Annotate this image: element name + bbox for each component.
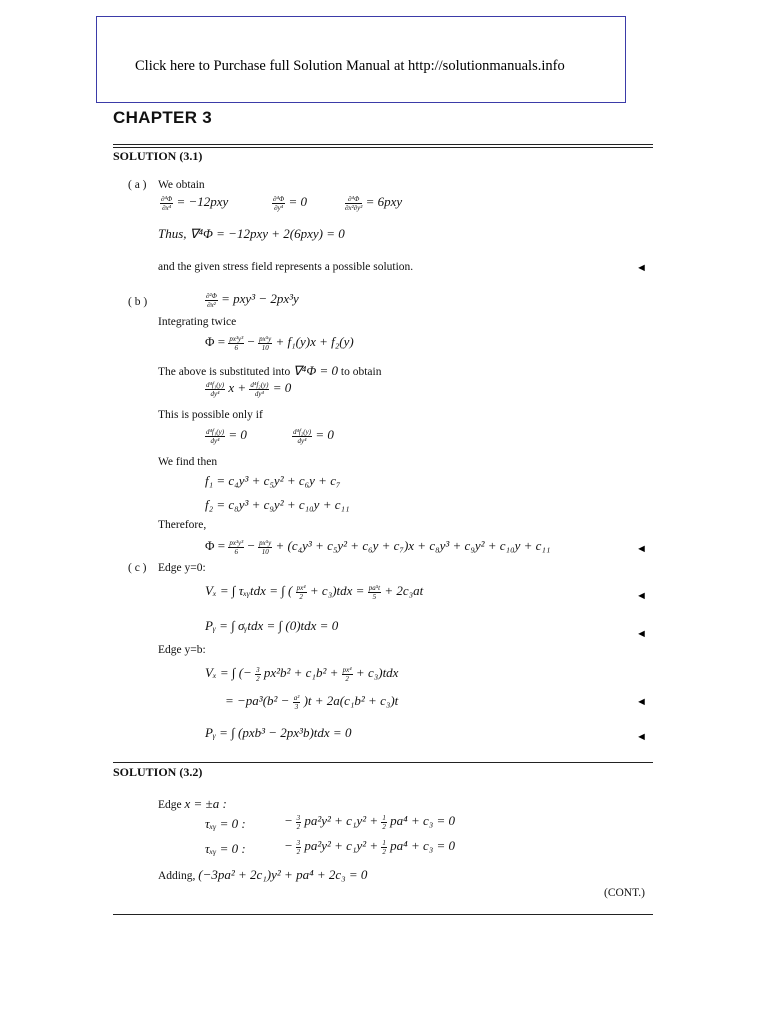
edge-text: Edge x = ±a : xyxy=(158,796,227,811)
equation-edge-1: − $\frac{3}{2}$ pa²y² + c₁y² + $\frac{1}{2}$ pa⁴ + c₃ = 0 xyxy=(285,813,456,831)
equation-b-sum: $\frac{\text{d⁴f₁(y)}}{\text{dy⁴}}$ x + $\frac{\text{d⁴f₂(y)}}{\text{dy⁴}}$ = 0 xyxy=(206,380,292,398)
equation-f1: f₁ = c₄y³ + c₅y² + c₆y + c₇ xyxy=(205,473,341,488)
equation-thus: Thus, ∇⁴Φ = −12pxy + 2(6pxy) = 0 xyxy=(158,226,345,241)
arrow-marker: ◄ xyxy=(636,543,647,555)
arrow-marker: ◄ xyxy=(636,628,647,640)
equation-f2-zero: $\frac{\text{d⁴f₂(y)}}{\text{dy⁴}}$ = 0 xyxy=(293,427,334,445)
tau-condition-2: τₓᵧ = 0 : xyxy=(205,841,246,856)
equation-a3: $\frac{\text{∂⁴Φ}}{\text{∂x²∂y²}}$ = 6pxy xyxy=(345,194,403,212)
arrow-marker: ◄ xyxy=(636,262,647,274)
find-text: We find then xyxy=(158,456,218,468)
solution-3-1-heading: SOLUTION (3.1) xyxy=(113,149,203,163)
equation-vx-yb-result: = −pa³(b² − $\frac{\text{a²}}{3}$ )t + 2a(c₁b² + c₃)t xyxy=(225,693,399,711)
divider xyxy=(113,762,653,763)
equation-phi: Φ = $\frac{\text{px³y³}}{6}$ − $\frac{\text{px⁵y}}{10}$ + f₁(y)x + f₂(y) xyxy=(205,334,354,352)
equation-b1: $\frac{\text{∂²Φ}}{\text{∂x²}}$ = pxy³ − 2px³y xyxy=(206,291,299,309)
equation-edge-2: − $\frac{3}{2}$ pa²y² + c₁y² + $\frac{1}{2}$ pa⁴ + c₃ = 0 xyxy=(285,838,456,856)
purchase-banner xyxy=(96,16,626,103)
equation-f2: f₂ = c₈y³ + c₉y² + c₁₀y + c₁₁ xyxy=(205,497,350,512)
part-a-label: ( a ) xyxy=(128,179,147,191)
continued-label: (CONT.) xyxy=(604,887,645,899)
arrow-marker: ◄ xyxy=(636,696,647,708)
part-b-label: ( b ) xyxy=(128,296,148,308)
purchase-link[interactable]: Click here to Purchase full Solution Manual at http://solutionmanuals.info xyxy=(135,58,565,74)
equation-vx-yb: Vₓ = ∫ (− $\frac{3}{2}$ px²b² + c₁b² + $\frac{\text{px⁴}}{2}$ + c₃)tdx xyxy=(205,665,399,683)
we-obtain-text: We obtain xyxy=(158,179,205,191)
equation-py-yb: Pᵧ = ∫ (pxb³ − 2px³b)tdx = 0 xyxy=(205,725,352,740)
adding-text: Adding, (−3pa² + 2c₁)y² + pa⁴ + 2c₃ = 0 xyxy=(158,867,368,882)
part-c-label: ( c ) xyxy=(128,562,147,574)
arrow-marker: ◄ xyxy=(636,590,647,602)
divider xyxy=(113,144,653,145)
tau-condition-1: τₓᵧ = 0 : xyxy=(205,816,246,831)
equation-phi-final: Φ = $\frac{\text{px³y³}}{6}$ − $\frac{\text{px⁵y}}{10}$ + (c₄y³ + c₅y² + c₆y + c₇)x + c₈y³ + c₉y² + c₁₀y + c₁₁ xyxy=(205,538,551,556)
possible-text: This is possible only if xyxy=(158,409,263,421)
substituted-text: The above is substituted into ∇⁴Φ = 0 to obtain xyxy=(158,363,382,378)
equation-py-y0: Pᵧ = ∫ σᵧtdx = ∫ (0)tdx = 0 xyxy=(205,618,339,633)
chapter-title: CHAPTER 3 xyxy=(113,108,213,127)
integrating-text: Integrating twice xyxy=(158,316,237,328)
therefore-text: Therefore, xyxy=(158,519,207,531)
equation-a2: $\frac{\text{∂⁴Φ}}{\text{∂y⁴}}$ = 0 xyxy=(273,194,308,212)
arrow-marker: ◄ xyxy=(636,731,647,743)
divider xyxy=(113,147,653,148)
edge-y0-text: Edge y=0: xyxy=(158,562,206,574)
equation-a1: $\frac{\text{∂⁴Φ}}{\text{∂x⁴}}$ = −12pxy xyxy=(161,194,229,212)
equation-f1-zero: $\frac{\text{d⁴f₁(y)}}{\text{dy⁴}}$ = 0 xyxy=(206,427,247,445)
solution-3-2-heading: SOLUTION (3.2) xyxy=(113,765,203,779)
edge-yb-text: Edge y=b: xyxy=(158,644,206,656)
equation-vx-y0: Vₓ = ∫ τₓᵧtdx = ∫ ( $\frac{\text{px⁴}}{2}$ + c₃)tdx = $\frac{\text{pa⁵t}}{5}$ + 2c₃at xyxy=(205,583,424,601)
divider xyxy=(113,914,653,915)
conclusion-text: and the given stress field represents a possible solution. xyxy=(158,261,414,273)
